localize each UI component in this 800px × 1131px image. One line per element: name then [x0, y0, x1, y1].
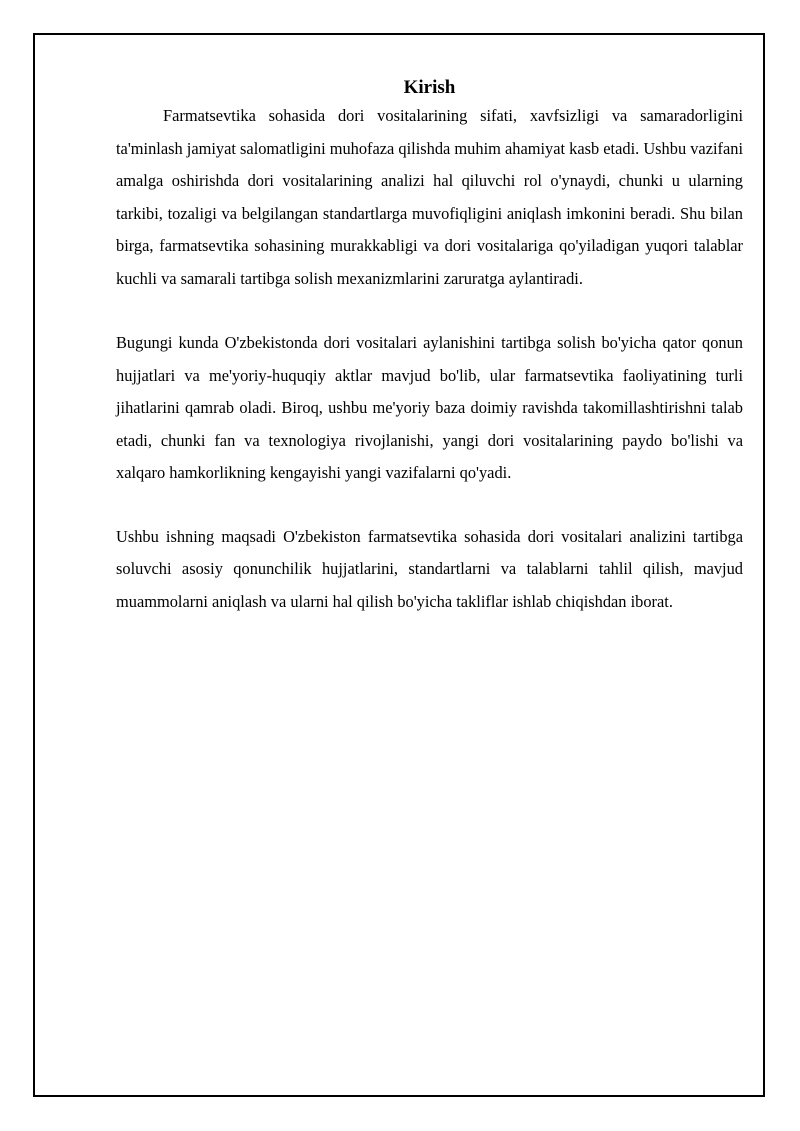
paragraph-spacer — [116, 490, 743, 521]
page-title: Kirish — [403, 77, 456, 98]
paragraph-3: Ushbu ishning maqsadi O'zbekiston farmatsevtika sohasida dori vositalari analizini tartibga soluvchi asosiy qonunchilik hujjatlarini, standartlarni va talablarni tahlil qilish, mavjud muammolarni aniqlash va ularni hal qilish bo'yicha takliflar ishlab chiqishdan iborat. — [116, 526, 743, 611]
paragraph-spacer — [116, 295, 743, 327]
document-body — [116, 76, 743, 618]
paragraph-2: Bugungi kunda O'zbekistonda dori vositalari aylanishini tartibga solish bo'yicha qator qonun hujjatlari va me'yoriy-huquqiy aktlar mavjud bo'lib, ular farmatsevtika faoliyatining turli jihatlarini qamrab oladi. Biroq, ushbu me'yoriy baza doimiy ravishda takomillashtirishni talab etadi, chunki fan va texnologiya rivojlanishi, yangi dori vositalarining paydo bo'lishi va xalqaro hamkorlikning kengayishi yangi vazifalarni qo'yadi. — [116, 333, 743, 482]
paragraph-1: Farmatsevtika sohasida dori vositalarining sifati, xavfsizligi va samaradorligini ta'minlash jamiyat salomatligini muhofaza qilishda muhim ahamiyat kasb etadi. Ushbu vazifani amalga oshirishda dori vositalarining analizi hal qiluvchi rol o'ynaydi, chunki u ularning tarkibi, tozaligi va belgilangan standartlarga muvofiqligini aniqlash imkonini beradi. Shu bilan birga, farmatsevtika sohasining murakkabligi va dori vositalariga qo'yiladigan yuqori talablar kuchli va samarali tartibga solish mexanizmlarini zaruratga aylantiradi. — [116, 106, 744, 288]
